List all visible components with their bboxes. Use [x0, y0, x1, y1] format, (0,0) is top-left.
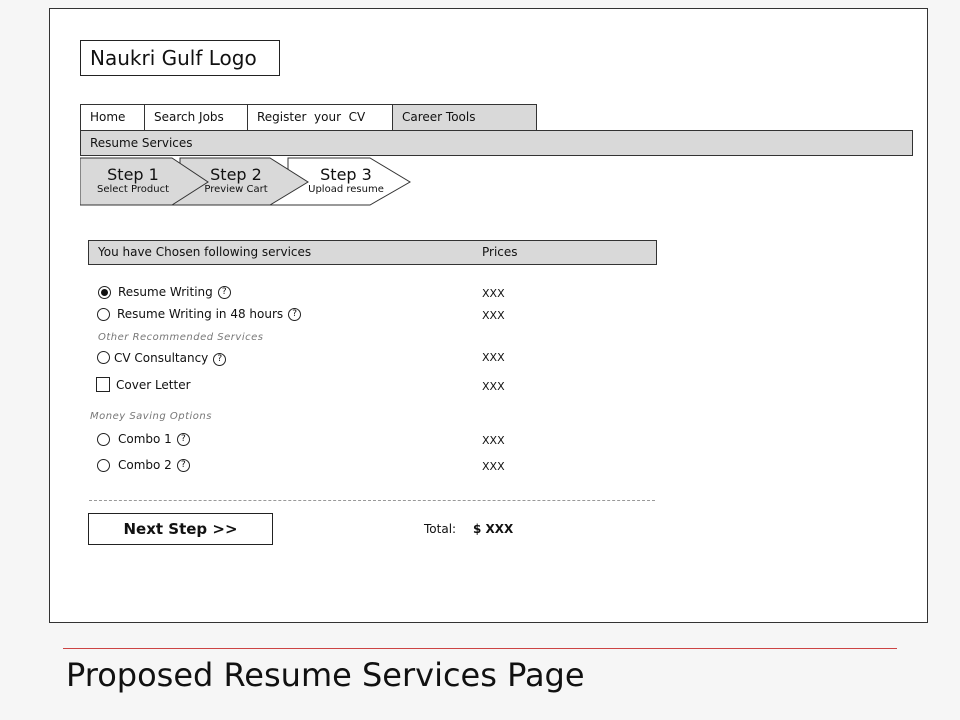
help-icon[interactable]: ?: [288, 308, 301, 321]
service-row-cv-consultancy: [97, 349, 226, 366]
help-icon[interactable]: ?: [218, 286, 231, 299]
service-price: XXX: [482, 460, 505, 473]
service-row-resume-writing: [98, 285, 231, 299]
service-label: CV Consultancy: [114, 350, 209, 365]
service-label: Resume Writing: [118, 285, 213, 299]
slide-divider: [63, 648, 897, 649]
service-row-resume-writing-48h: [97, 307, 301, 321]
service-row-combo-1: [97, 432, 190, 446]
service-price: XXX: [482, 287, 505, 300]
cover-letter-checkbox[interactable]: [96, 377, 110, 392]
main-nav: [80, 104, 536, 131]
prices-column-header: Prices: [482, 245, 518, 259]
nav-career-tools[interactable]: Career Tools: [392, 104, 537, 131]
step-1[interactable]: [83, 166, 183, 196]
combo-2-radio[interactable]: [97, 459, 110, 472]
service-label: Combo 1: [118, 432, 172, 446]
money-saving-heading: Money Saving Options: [90, 411, 212, 422]
dashed-separator: [89, 500, 655, 501]
next-step-button[interactable]: Next Step >>: [88, 513, 273, 545]
services-column-header: You have Chosen following services: [98, 245, 312, 259]
total-value: $ XXX: [473, 522, 514, 536]
subnav-resume-services[interactable]: Resume Services: [80, 130, 913, 156]
nav-search-jobs[interactable]: Search Jobs: [144, 104, 248, 131]
step-2-title: Step 2: [210, 165, 262, 184]
service-price: XXX: [482, 434, 505, 447]
cv-consultancy-radio[interactable]: [97, 351, 110, 364]
combo-1-radio[interactable]: [97, 433, 110, 446]
nav-home[interactable]: Home: [80, 104, 145, 131]
resume-writing-radio[interactable]: [98, 286, 111, 299]
step-3-title: Step 3: [320, 165, 372, 184]
help-icon[interactable]: ?: [177, 433, 190, 446]
service-price: XXX: [482, 351, 505, 364]
site-logo[interactable]: Naukri Gulf Logo: [80, 40, 280, 76]
help-icon[interactable]: ?: [177, 459, 190, 472]
total-label: Total:: [424, 522, 457, 536]
step-1-subtitle: Select Product: [97, 184, 169, 195]
slide-title: Proposed Resume Services Page: [66, 656, 585, 694]
service-row-combo-2: [97, 458, 190, 472]
service-label: Cover Letter: [116, 377, 191, 392]
service-price: XXX: [482, 380, 505, 393]
other-recommended-heading: Other Recommended Services: [98, 332, 264, 343]
service-label: Resume Writing in 48 hours: [117, 307, 284, 321]
service-row-cover-letter: [96, 377, 191, 392]
resume-writing-48h-radio[interactable]: [97, 308, 110, 321]
help-icon[interactable]: ?: [213, 353, 226, 366]
step-3[interactable]: [296, 166, 396, 196]
services-table-header: [88, 240, 657, 265]
service-price: XXX: [482, 309, 505, 322]
step-2-subtitle: Preview Cart: [204, 184, 268, 195]
nav-register-cv[interactable]: Register your CV: [247, 104, 393, 131]
step-1-title: Step 1: [107, 165, 159, 184]
service-label: Combo 2: [118, 458, 172, 472]
step-2[interactable]: [186, 166, 286, 196]
step-3-subtitle: Upload resume: [308, 184, 384, 195]
